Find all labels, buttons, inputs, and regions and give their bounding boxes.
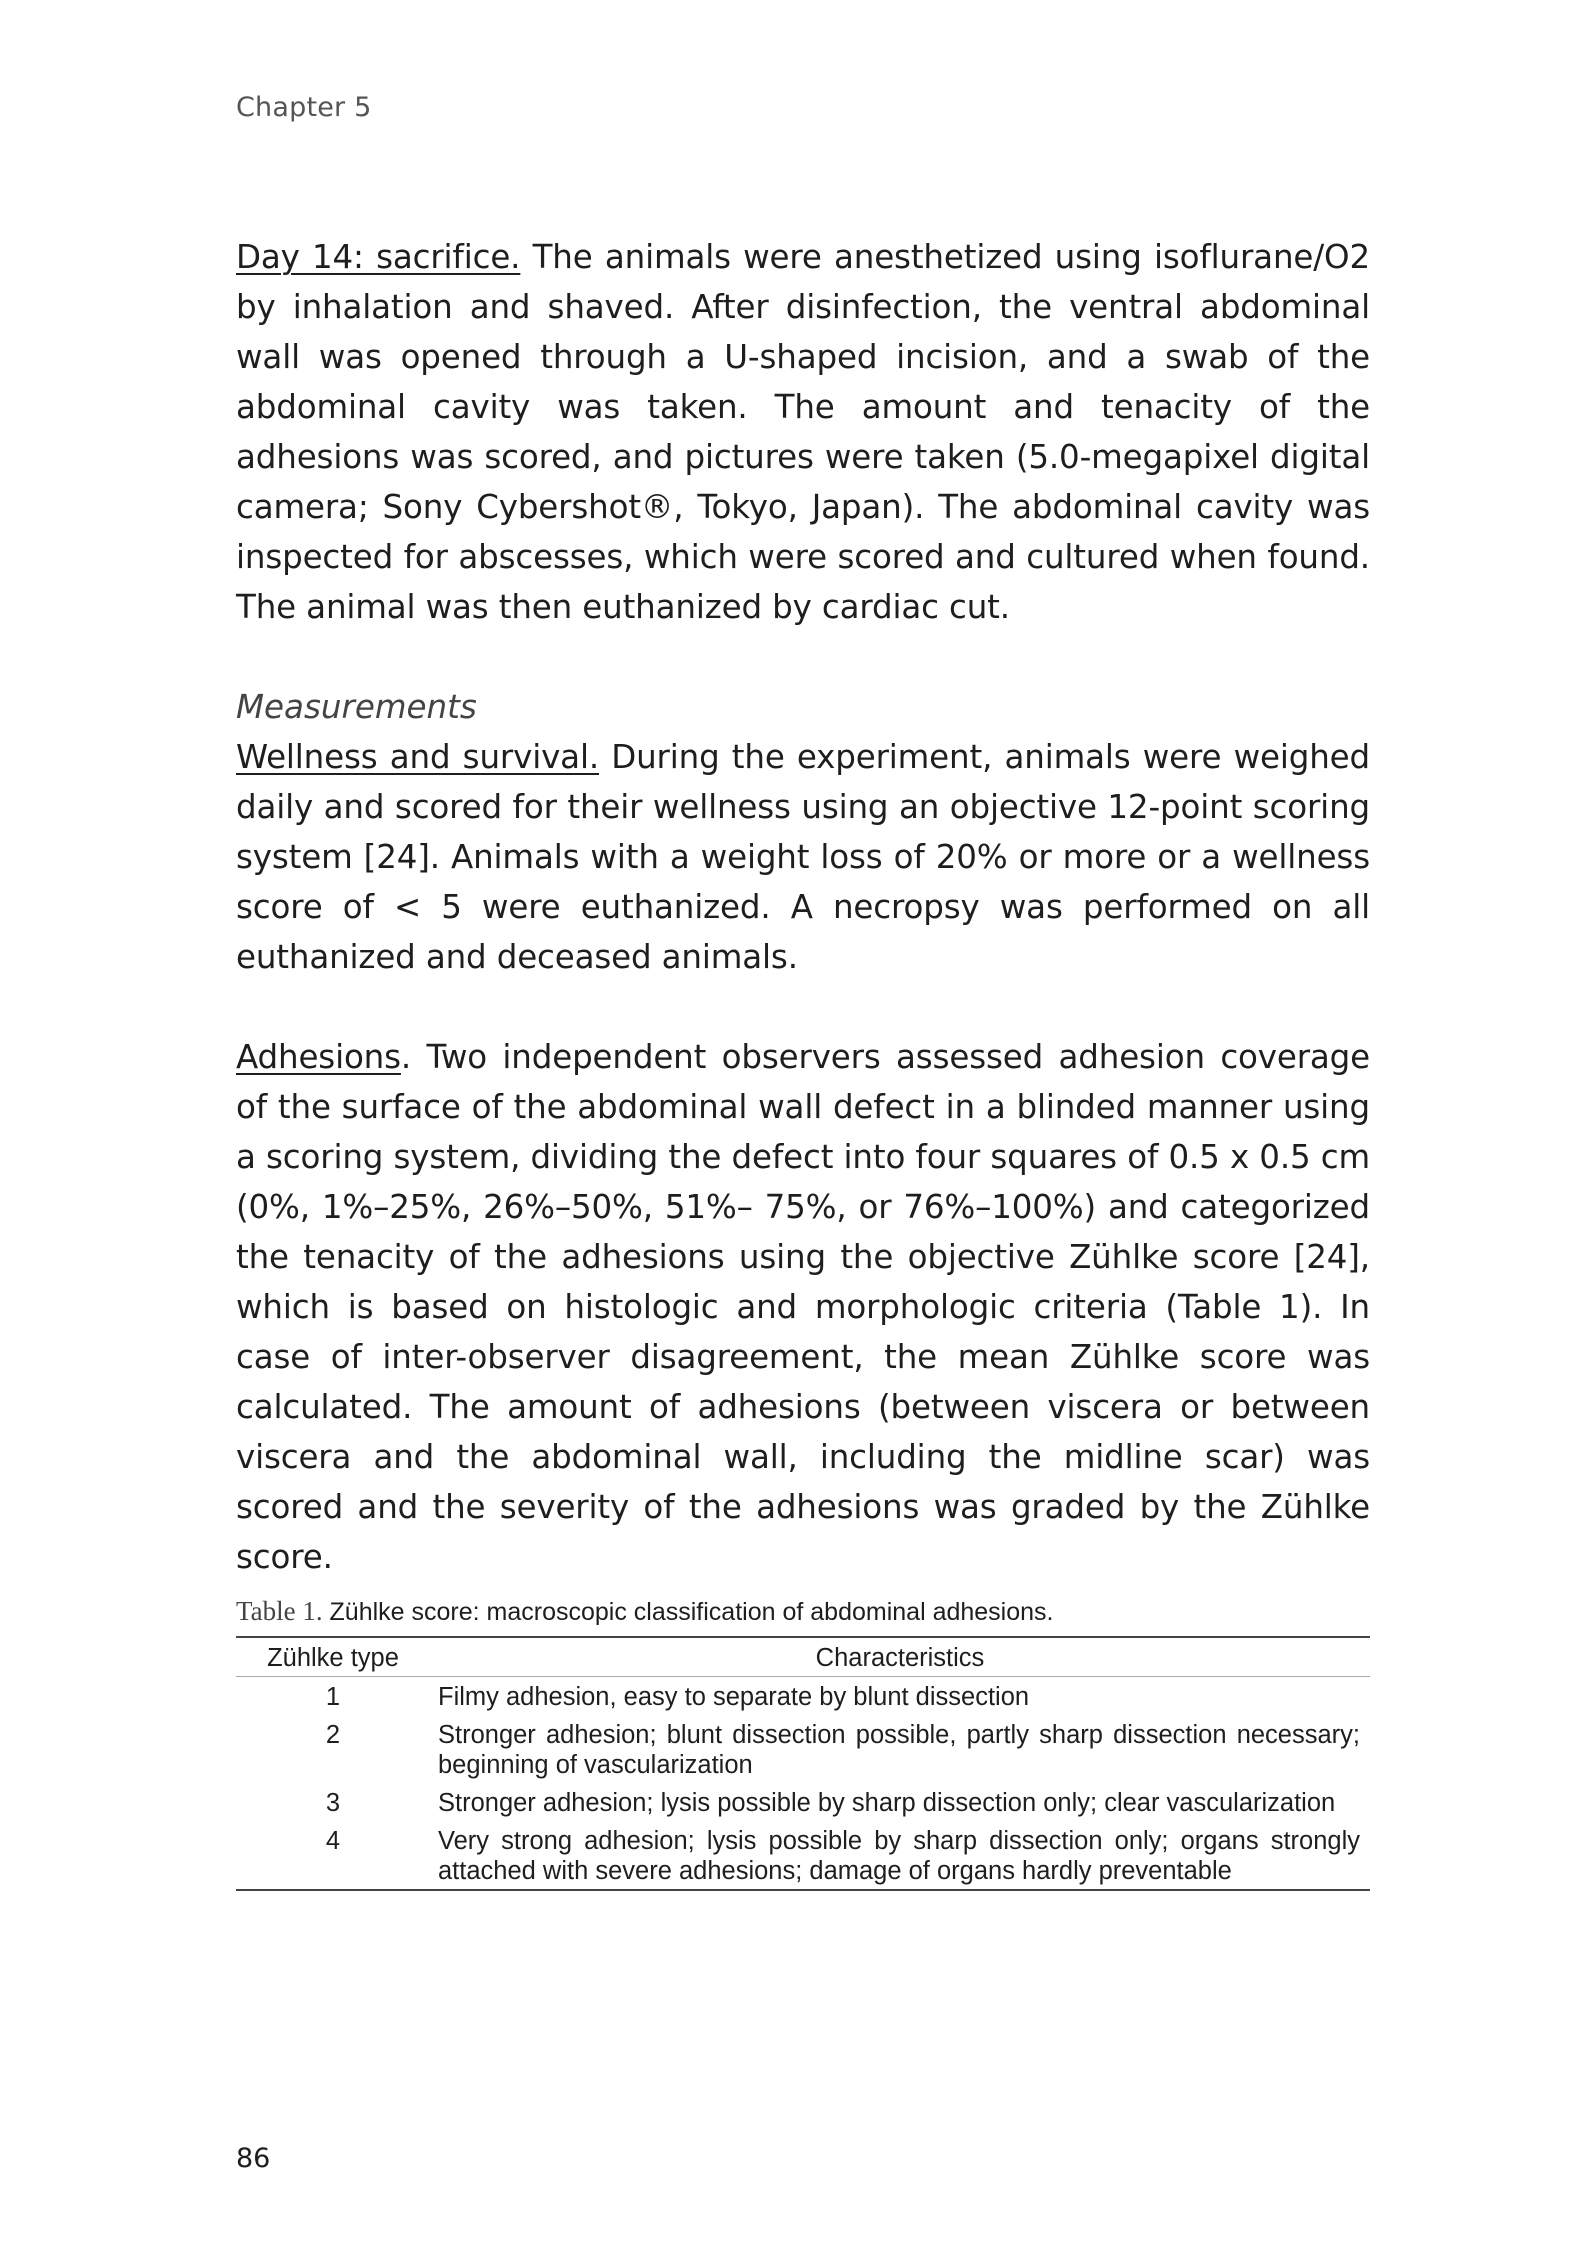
table-1 (236, 1593, 1370, 1891)
paragraph-wellness-text: During the experiment, animals were weighed daily and scored for their wellness using an objective 12-point scoring system [24]. Animals with a weight loss of 20% or more or a wellness score of < 5 were euthanized. A necropsy was performed on all euthanized and deceased animals. (236, 738, 1370, 976)
paragraph-day14-lead: Day 14: sacrifice. (236, 238, 521, 276)
paragraph-adhesions (236, 1032, 1370, 1582)
table-row (236, 1715, 1370, 1783)
body-text (236, 232, 1370, 1582)
cell-type: 2 (325, 1721, 341, 1749)
zuhlke-score-table (236, 1636, 1370, 1891)
cell-characteristics: Stronger adhesion; blunt dissection possible, partly sharp dissection necessary; beginning of vascularization (438, 1721, 1360, 1779)
table-caption-label: Table 1. (236, 1596, 323, 1626)
running-head: Chapter 5 (236, 92, 372, 123)
cell-type: 4 (236, 1821, 430, 1890)
paragraph-day14 (236, 232, 1370, 632)
table-row (236, 1783, 1370, 1821)
table-caption (236, 1593, 1370, 1630)
paragraph-wellness (236, 732, 1370, 982)
paragraph-day14-text: The animals were anesthetized using isoflurane/O2 by inhalation and shaved. After disinfection, the ventral abdominal wall was opened through a U-shaped incision, and a swab of the abdominal cavity was taken. The amount and tenacity of the adhesions was scored, and pictures were taken (5.0-megapixel digital camera; Sony Cybershot®, Tokyo, Japan). The abdominal cavity was inspected for abscesses, which were scored and cultured when found. The animal was then euthanized by cardiac cut. (236, 238, 1371, 626)
table-row (236, 1821, 1370, 1890)
header-zuhlke-type: Zühlke type (236, 1637, 430, 1677)
table-caption-text: Zühlke score: macroscopic classification of abdominal adhesions. (322, 1598, 1054, 1626)
cell-characteristics: Very strong adhesion; lysis possible by sharp dissection only; organs strongly attached with severe adhesions; damage of organs hardly preventable (430, 1821, 1370, 1890)
cell-characteristics: Stronger adhesion; lysis possible by sharp dissection only; clear vascularization (438, 1789, 1336, 1817)
paragraph-spacer (236, 982, 1370, 1032)
table-row (236, 1677, 1370, 1716)
measurements-heading: Measurements (236, 688, 477, 726)
page-number: 86 (236, 2143, 271, 2174)
paragraph-spacer (236, 632, 1370, 682)
paragraph-adhesions-lead: Adhesions (236, 1038, 401, 1076)
cell-type: 1 (325, 1683, 341, 1711)
paragraph-wellness-lead: Wellness and survival. (236, 738, 599, 776)
table-header-row (236, 1637, 1370, 1677)
header-characteristics: Characteristics (430, 1637, 1370, 1677)
cell-type: 3 (325, 1789, 341, 1817)
paragraph-adhesions-text: . Two independent observers assessed adhesion coverage of the surface of the abdominal wall defect in a blinded manner using a scoring system, dividing the defect into four squares of 0.5 x 0.5 cm (0%, 1%–25%, 26%–50%, 51%– 75%, or 76%–100%) and categorized the tenacity of the adhesions using the objective Zühlke score [24], which is based on histologic and morphologic criteria (Table 1). In case of inter-observer disagreement, the mean Zühlke score was calculated. The amount of adhesions (between viscera or between viscera and the abdominal wall, including the midline scar) was scored and the severity of the adhesions was graded by the Zühlke score. (236, 1038, 1370, 1576)
cell-characteristics: Filmy adhesion, easy to separate by blunt dissection (438, 1683, 1030, 1711)
